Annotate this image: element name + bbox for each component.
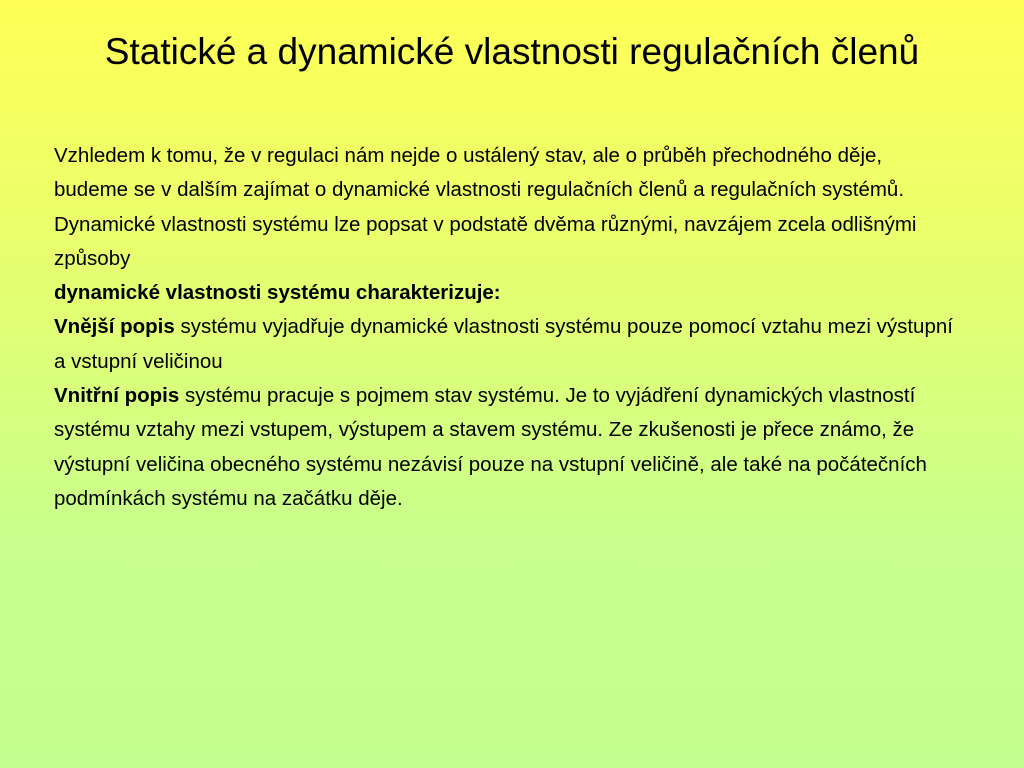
term-external: Vnější popis	[54, 315, 175, 339]
paragraph-intro: Vzhledem k tomu, že v regulaci nám nejde o ustálený stav, ale o průběh přechodného děje, budeme se v dalším zajímat o dynamické vlastnosti regulačních členů a regulačních systémů.	[54, 144, 905, 202]
external-description-text: systému vyjadřuje dynamické vlastnosti systému pouze pomocí vztahu mezi výstupní a vstupní veličinou	[54, 315, 953, 373]
paragraph-methods: Dynamické vlastnosti systému lze popsat v podstatě dvěma různými, navzájem zcela odlišnými způsoby	[54, 212, 917, 270]
term-internal: Vnitřní popis	[54, 384, 180, 408]
paragraph-external-description	[54, 310, 954, 379]
slide-body	[54, 139, 954, 516]
slide-title: Statické a dynamické vlastnosti regulačních členů	[104, 31, 920, 72]
internal-description-text: systému pracuje s pojmem stav systému. Je to vyjádření dynamických vlastností systému vztahy mezi vstupem, výstupem a stavem systému. Ze zkušenosti je přece známo, že výstupní veličina obecného systému nezávisí pouze na vstupní veličině, ale také na počátečních podmínkách systému na začátku děje.	[54, 384, 927, 510]
paragraph-internal-description	[54, 379, 954, 516]
paragraph-heading: dynamické vlastnosti systému charakterizuje:	[54, 281, 501, 305]
